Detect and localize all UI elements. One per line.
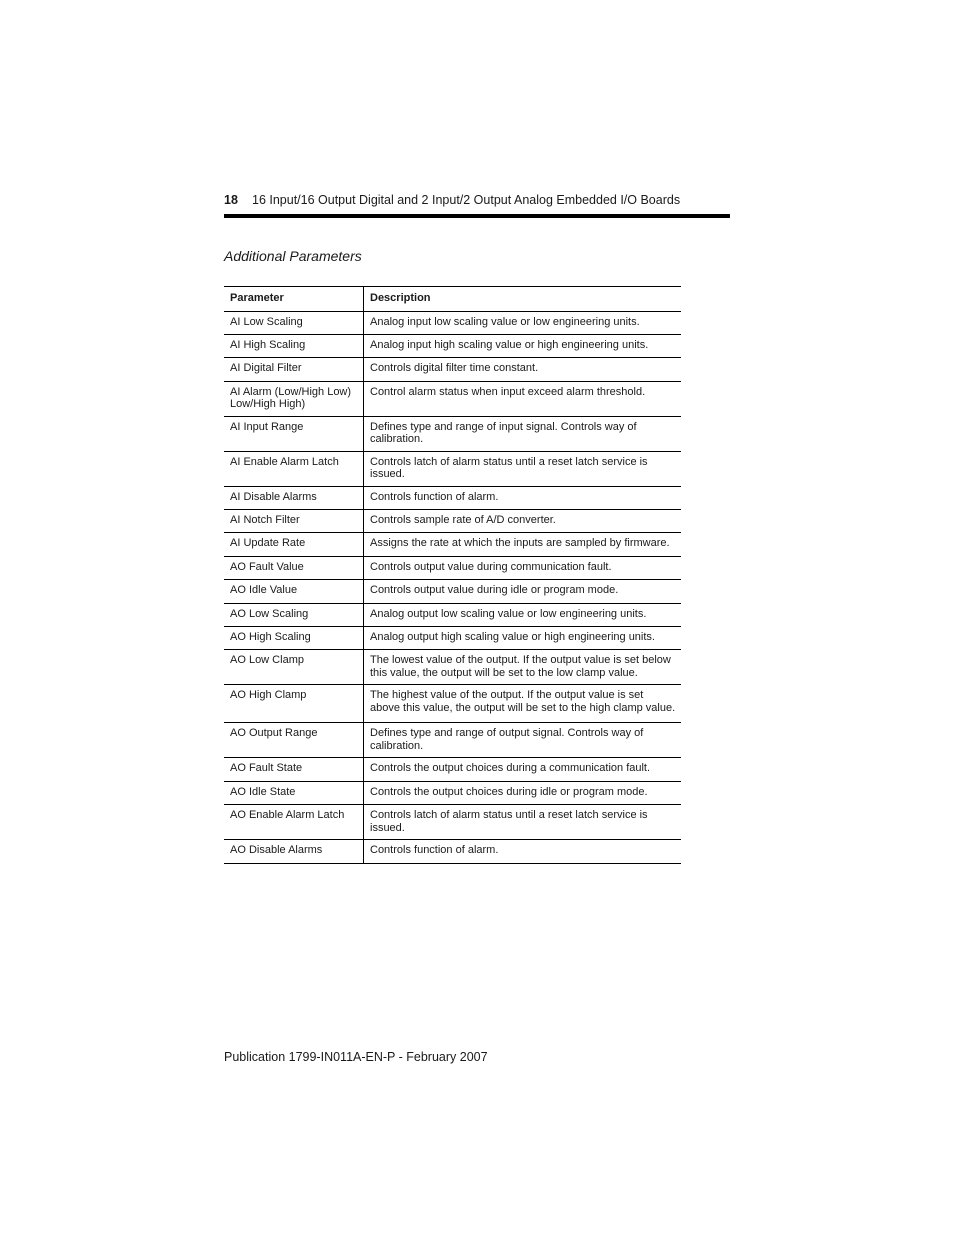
parameter-cell: AI Alarm (Low/High Low) Low/High High) (224, 381, 364, 416)
table-row (224, 603, 681, 626)
description-cell: Assigns the rate at which the inputs are sampled by firmware. (364, 533, 682, 556)
description-cell: The highest value of the output. If the output value is set above this value, the output will be set to the high clamp value. (364, 685, 682, 723)
parameter-cell: AO High Scaling (224, 627, 364, 650)
table-row (224, 758, 681, 781)
table-row (224, 805, 681, 840)
column-header-description: Description (364, 287, 682, 312)
section-title: Additional Parameters (224, 248, 362, 264)
parameter-cell: AI Update Rate (224, 533, 364, 556)
column-header-parameter: Parameter (224, 287, 364, 312)
parameter-cell: AO Disable Alarms (224, 840, 364, 863)
table-row (224, 723, 681, 758)
description-cell: Controls digital filter time constant. (364, 358, 682, 381)
parameter-cell: AI Digital Filter (224, 358, 364, 381)
table-row (224, 781, 681, 804)
description-cell: Defines type and range of input signal. Controls way of calibration. (364, 416, 682, 451)
parameter-cell: AI Disable Alarms (224, 486, 364, 509)
parameter-cell: AO Fault State (224, 758, 364, 781)
description-cell: Control alarm status when input exceed alarm threshold. (364, 381, 682, 416)
publication-footer: Publication 1799-IN011A-EN-P - February 2007 (224, 1050, 488, 1064)
description-cell: Controls sample rate of A/D converter. (364, 510, 682, 533)
description-cell: Analog input low scaling value or low engineering units. (364, 311, 682, 334)
header-rule (224, 214, 730, 218)
table-row (224, 685, 681, 723)
description-cell: Defines type and range of output signal. Controls way of calibration. (364, 723, 682, 758)
parameter-cell: AO Enable Alarm Latch (224, 805, 364, 840)
table-row (224, 311, 681, 334)
parameter-cell: AO Low Scaling (224, 603, 364, 626)
parameters-table (224, 286, 681, 864)
parameter-cell: AO Output Range (224, 723, 364, 758)
description-cell: Analog output high scaling value or high engineering units. (364, 627, 682, 650)
table-row (224, 650, 681, 685)
running-title: 16 Input/16 Output Digital and 2 Input/2 Output Analog Embedded I/O Boards (252, 193, 681, 207)
description-cell: Controls output value during communication fault. (364, 556, 682, 579)
parameter-cell: AO High Clamp (224, 685, 364, 723)
description-cell: Analog input high scaling value or high engineering units. (364, 334, 682, 357)
table-row (224, 416, 681, 451)
table-row (224, 381, 681, 416)
parameter-cell: AI Notch Filter (224, 510, 364, 533)
parameter-cell: AI Enable Alarm Latch (224, 451, 364, 486)
parameter-cell: AI High Scaling (224, 334, 364, 357)
description-cell: Controls latch of alarm status until a reset latch service is issued. (364, 451, 682, 486)
description-cell: Controls function of alarm. (364, 840, 682, 863)
description-cell: Analog output low scaling value or low engineering units. (364, 603, 682, 626)
description-cell: Controls latch of alarm status until a reset latch service is issued. (364, 805, 682, 840)
description-cell: The lowest value of the output. If the output value is set below this value, the output will be set to the low clamp value. (364, 650, 682, 685)
table-row (224, 358, 681, 381)
description-cell: Controls output value during idle or program mode. (364, 580, 682, 603)
parameter-cell: AO Idle State (224, 781, 364, 804)
table-row (224, 486, 681, 509)
parameter-cell: AI Input Range (224, 416, 364, 451)
table-row (224, 334, 681, 357)
page-number: 18 (224, 193, 238, 207)
parameter-cell: AO Fault Value (224, 556, 364, 579)
page-header (224, 192, 730, 208)
description-cell: Controls function of alarm. (364, 486, 682, 509)
table-header-row (224, 287, 681, 312)
table-row (224, 451, 681, 486)
description-cell: Controls the output choices during idle or program mode. (364, 781, 682, 804)
table-row (224, 556, 681, 579)
parameter-cell: AO Idle Value (224, 580, 364, 603)
table-row (224, 533, 681, 556)
table-row (224, 627, 681, 650)
table-row (224, 580, 681, 603)
table-row (224, 510, 681, 533)
parameter-cell: AO Low Clamp (224, 650, 364, 685)
parameter-cell: AI Low Scaling (224, 311, 364, 334)
description-cell: Controls the output choices during a communication fault. (364, 758, 682, 781)
table-row (224, 840, 681, 863)
